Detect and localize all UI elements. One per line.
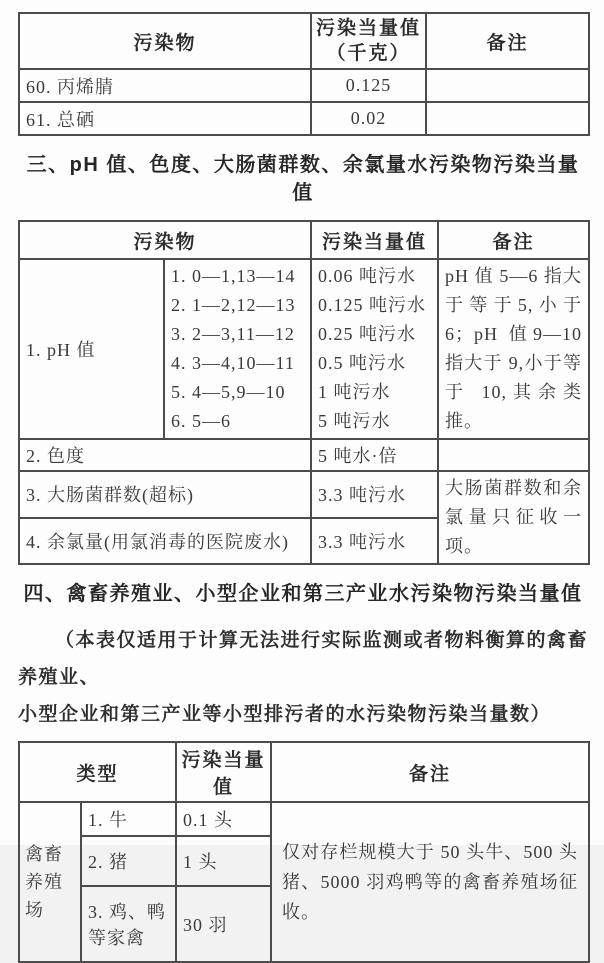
ph-range: 4. 3—4,10—11 [171,353,295,373]
table3-header-row [19,742,589,802]
pollutant-name: 61. 总硒 [19,102,311,135]
ph-equivalent: 0.5 吨污水 [318,353,407,373]
pollutant-equivalent-table [18,12,590,136]
livestock-table [18,741,590,963]
section-heading-3: 三、pH 值、色度、大肠菌群数、余氯量水污染物污染当量值 [26,154,580,204]
ph-chroma-table [18,220,590,565]
table2-header-pollutant: 污染物 [19,221,311,259]
table-row [19,802,589,836]
ph-name: 1. pH 值 [19,259,164,439]
note-cell [426,102,589,135]
table1-header-pollutant: 污染物 [19,13,311,69]
animal-type: 1. 牛 [81,802,176,836]
pollutant-name: 60. 丙烯腈 [19,69,311,102]
ph-equivalent: 5 吨污水 [318,411,391,431]
table1-header-row [19,13,589,69]
pollutant-name: 2. 色度 [19,439,311,471]
ph-range: 1. 0—1,13—14 [171,266,296,286]
section4-description-line2: 小型企业和第三产业等小型排污者的水污染物污染当量数） [18,704,552,725]
pollutant-value: 0.125 [311,69,426,102]
pollutant-value: 0.02 [311,102,426,135]
ph-range: 6. 5—6 [171,411,231,431]
ph-range-list [164,259,311,439]
table-row [19,471,589,518]
animal-value: 1 头 [176,836,271,886]
livestock-note: 仅对存栏规模大于 50 头牛、500 头猪、5000 羽鸡鸭等的禽畜养殖场征收。 [271,802,589,962]
pollutant-name: 4. 余氯量(用氯消毒的医院废水) [19,518,311,565]
section4-description [18,622,588,733]
table2-header-note: 备注 [438,221,589,259]
table1-header-value-line2: （千克） [326,43,411,64]
shared-note-cell: 大肠菌群数和余氯量只征收一项。 [438,471,589,564]
animal-value: 30 羽 [176,886,271,962]
table-row [19,439,589,471]
section-heading-4: 四、禽畜养殖业、小型企业和第三产业水污染物污染当量值 [23,583,583,605]
table-row [19,102,589,135]
ph-value-row [19,259,589,439]
table3-header-type: 类型 [19,742,176,802]
table-row [19,69,589,102]
pollutant-value: 3.3 吨污水 [311,518,438,565]
ph-range: 5. 4—5,9—10 [171,382,286,402]
livestock-group-label: 禽畜养殖场 [19,802,81,962]
table1-header-note: 备注 [426,13,589,69]
pollutant-value: 3.3 吨污水 [311,471,438,518]
ph-equivalent: 0.125 吨污水 [318,295,427,315]
table2-header-value: 污染当量值 [311,221,438,259]
ph-note: pH 值 5—6 指大于等于5,小于6；pH 值9—10指大于 9,小于等于 10,其余类推。 [438,259,589,439]
table3-header-value: 污染当量值 [176,742,271,802]
ph-equivalent: 0.06 吨污水 [318,266,417,286]
note-cell [438,439,589,471]
animal-type: 3. 鸡、鸭等家禽 [81,886,176,962]
animal-type: 2. 猪 [81,836,176,886]
pollutant-name: 3. 大肠菌群数(超标) [19,471,311,518]
table1-header-value [311,13,426,69]
table1-header-value-line1: 污染当量值 [316,18,422,39]
pollutant-value: 5 吨水·倍 [311,439,438,471]
ph-range: 2. 1—2,12—13 [171,295,296,315]
ph-range: 3. 2—3,11—12 [171,324,295,344]
section4-description-line1: （本表仅适用于计算无法进行实际监测或者物料衡算的禽畜养殖业、 [18,630,589,688]
table2-header-row [19,221,589,259]
ph-equivalent: 1 吨污水 [318,382,391,402]
ph-equivalent-list [311,259,438,439]
animal-value: 0.1 头 [176,802,271,836]
note-cell [426,69,589,102]
table3-header-note: 备注 [271,742,589,802]
ph-equivalent: 0.25 吨污水 [318,324,417,344]
